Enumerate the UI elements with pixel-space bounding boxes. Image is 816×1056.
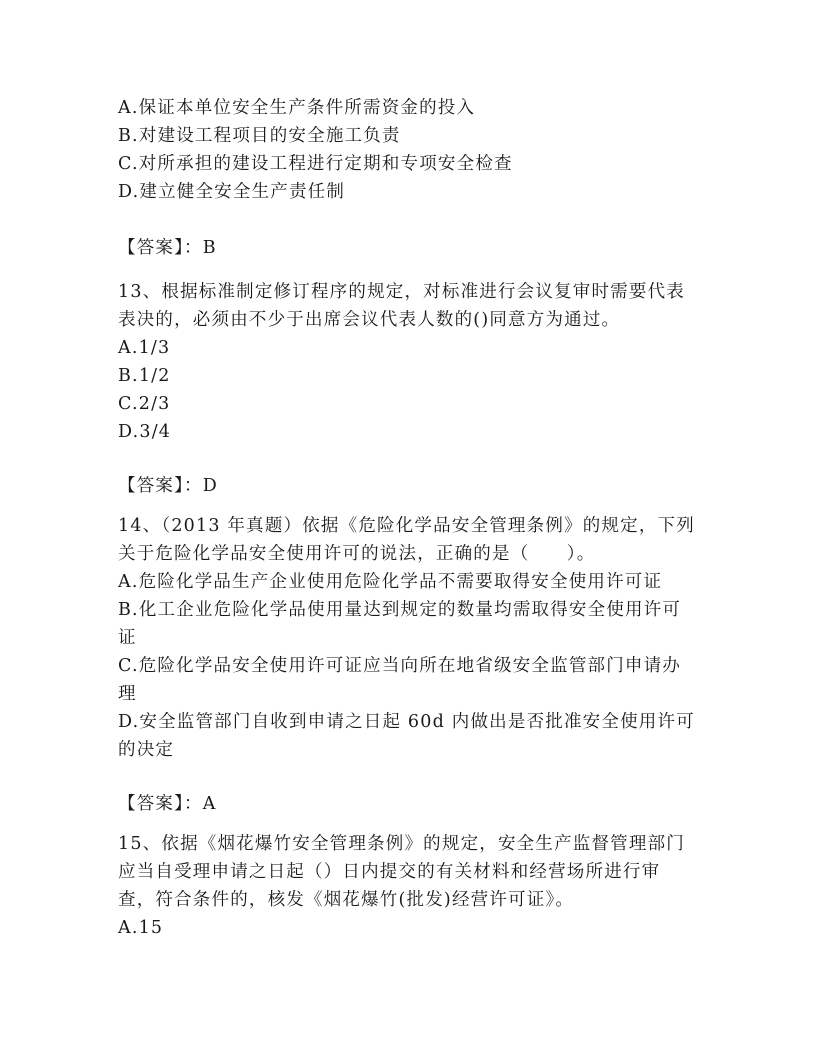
q12-option-b: B.对建设工程项目的安全施工负责: [118, 126, 401, 146]
q14-option-c-line-2: 理: [118, 684, 137, 704]
q13-question-line-1: 13、根据标准制定修订程序的规定，对标准进行会议复审时需要代表: [118, 282, 685, 302]
q13-option-a: A.1/3: [118, 338, 171, 358]
q14-question-line-2: 关于危险化学品安全使用许可的说法，正确的是（ ）。: [118, 544, 596, 564]
q15-question-line-1: 15、依据《烟花爆竹安全管理条例》的规定，安全生产监督管理部门: [118, 834, 685, 854]
q13-option-d: D.3/4: [118, 422, 172, 442]
q13-option-b: B.1/2: [118, 366, 171, 386]
q12-option-d: D.建立健全安全生产责任制: [118, 182, 346, 202]
q14-option-b-line-2: 证: [118, 628, 137, 648]
q15-question-line-2: 应当自受理申请之日起（）日内提交的有关材料和经营场所进行审: [118, 862, 661, 882]
q14-option-d-line-1: D.安全监管部门自收到申请之日起 60d 内做出是否批准安全使用许可: [118, 712, 695, 732]
q14-answer: 【答案】：A: [118, 794, 217, 814]
q15-option-a: A.15: [118, 918, 164, 938]
q13-option-c: C.2/3: [118, 394, 171, 414]
q15-question-line-3: 查，符合条件的，核发《烟花爆竹(批发)经营许可证》。: [118, 890, 575, 910]
q13-question-line-2: 表决的，必须由不少于出席会议代表人数的()同意方为通过。: [118, 310, 621, 330]
q12-option-c: C.对所承担的建设工程进行定期和专项安全检查: [118, 154, 513, 174]
q12-option-a: A.保证本单位安全生产条件所需资金的投入: [118, 98, 476, 118]
q14-question-line-1: 14、（2013 年真题）依据《危险化学品安全管理条例》的规定，下列: [118, 516, 695, 536]
q12-answer: 【答案】：B: [118, 238, 217, 258]
q14-option-c-line-1: C.危险化学品安全使用许可证应当向所在地省级安全监管部门申请办: [118, 656, 682, 676]
q14-option-b-line-1: B.化工企业危险化学品使用量达到规定的数量均需取得安全使用许可: [118, 600, 682, 620]
q13-answer: 【答案】：D: [118, 476, 218, 496]
q14-option-a: A.危险化学品生产企业使用危险化学品不需要取得安全使用许可证: [118, 572, 663, 592]
q14-option-d-line-2: 的决定: [118, 740, 175, 760]
